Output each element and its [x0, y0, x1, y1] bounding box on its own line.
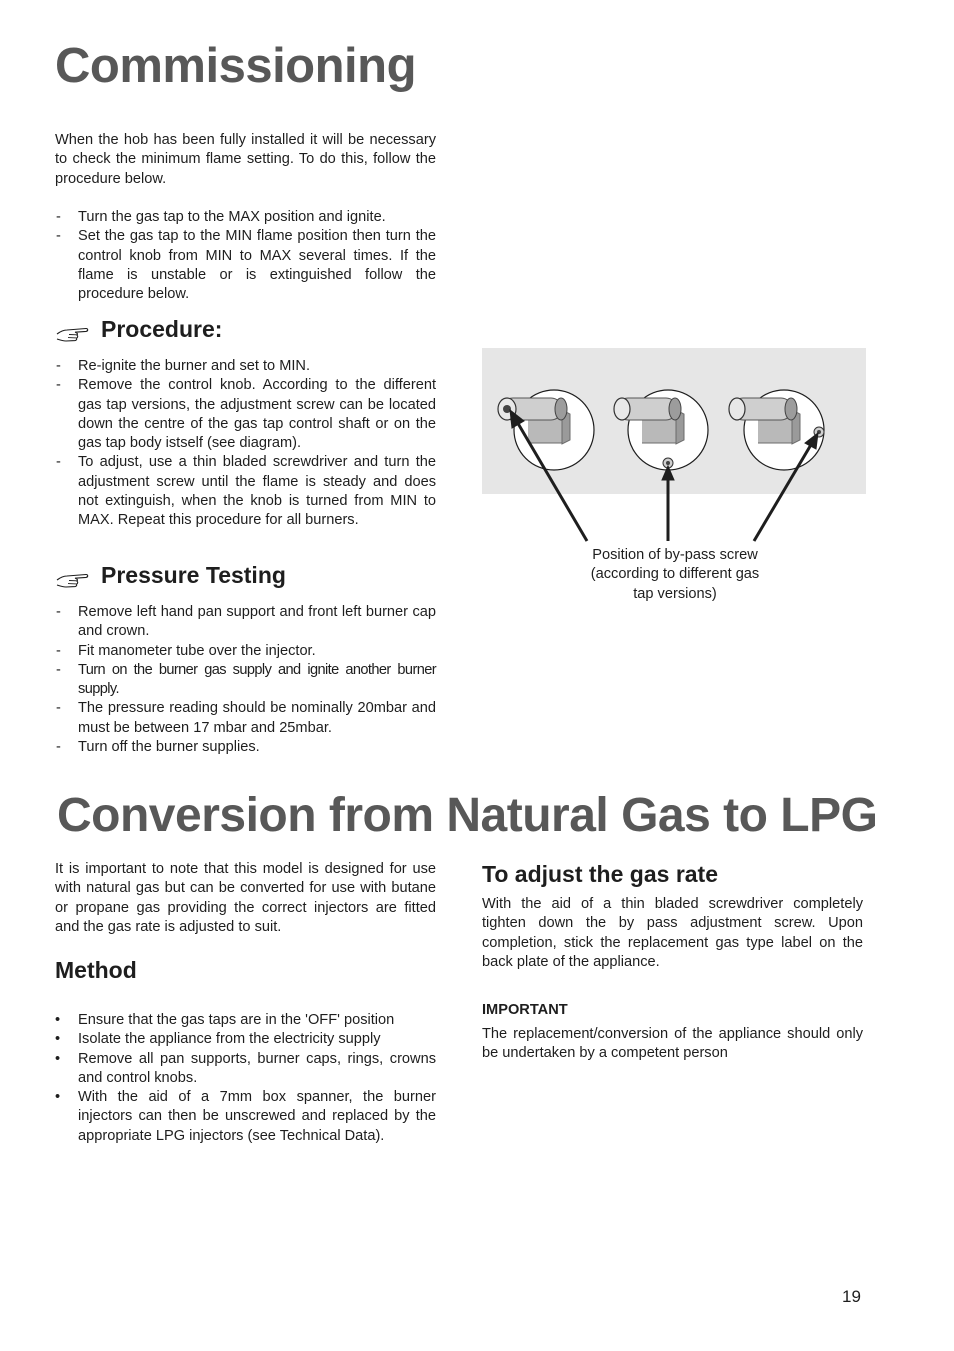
procedure-steps	[55, 357, 436, 531]
diagram-caption	[560, 546, 790, 604]
pressure-testing-title: Pressure Testing	[101, 562, 286, 588]
pressure-testing-steps	[55, 603, 436, 757]
page-number: 19	[842, 1287, 861, 1306]
bypass-screw-diagram	[482, 348, 866, 548]
method-heading: Method	[55, 957, 137, 983]
list-item: - Set the gas tap to the MIN flame position then turn the control knob from MIN to MAX several times. If the flame is unstable or is extinguished follow the procedure below.	[55, 227, 436, 304]
pointing-hand-icon	[55, 568, 91, 590]
list-item: - Remove the control knob. According to the different gas tap versions, the adjustment screw can be located down the centre of the gas tap control shaft or on the gas tap body istself (see diagram).	[55, 376, 436, 453]
adjust-gas-rate-text: With the aid of a thin bladed screwdriver completely tighten down the by pass adjustment screw. Upon completion, stick the replacement gas type label on the back plate of the appliance.	[482, 896, 863, 970]
method-steps	[55, 1011, 436, 1146]
list-item: - The pressure reading should be nominally 20mbar and must be between 17 mbar and 25mbar.	[55, 699, 436, 738]
commissioning-steps	[55, 208, 436, 304]
list-item: • Ensure that the gas taps are in the 'OFF' position	[55, 1011, 436, 1030]
list-item: - Remove left hand pan support and front left burner cap and crown.	[55, 603, 436, 642]
list-item: • Remove all pan supports, burner caps, rings, crowns and control knobs.	[55, 1050, 436, 1089]
procedure-title: Procedure:	[101, 316, 223, 342]
caption-line: Position of by-pass screw	[592, 547, 758, 563]
important-heading: IMPORTANT	[482, 1002, 568, 1018]
commissioning-intro: When the hob has been fully installed it will be necessary to check the minimum flame setting. To do this, follow the procedure below.	[55, 132, 436, 187]
list-item: - Re-ignite the burner and set to MIN.	[55, 357, 436, 376]
caption-line: tap versions)	[633, 585, 717, 602]
page-title: Commissioning	[55, 39, 417, 93]
list-item: - To adjust, use a thin bladed screwdriver and turn the adjustment screw until the flame is steady and does not extinguish, when the knob is turned from MIN to MAX. Repeat this procedure for all burners.	[55, 453, 436, 530]
list-item: - Turn off the burner supplies.	[55, 738, 436, 757]
conversion-intro: It is important to note that this model is designed for use with natural gas but can be converted for use with butane or propane gas providing the correct injectors are fitted and the gas rate is adjusted to suit.	[55, 861, 436, 935]
caption-line: (according to different gas	[590, 566, 760, 583]
list-item: - Turn on the burner gas supply and ignite another burner supply.	[55, 661, 436, 700]
list-item: - Fit manometer tube over the injector.	[55, 642, 436, 661]
adjust-gas-rate-heading: To adjust the gas rate	[482, 861, 719, 887]
list-item: • Isolate the appliance from the electricity supply	[55, 1030, 436, 1049]
list-item: • With the aid of a 7mm box spanner, the burner injectors can then be unscrewed and replaced by the appropriate LPG injectors (see Technical Data).	[55, 1088, 436, 1146]
list-item: - Turn the gas tap to the MAX position and ignite.	[55, 208, 436, 227]
important-text: The replacement/conversion of the appliance should only be undertaken by a competent person	[482, 1026, 863, 1062]
pointing-hand-icon	[55, 322, 91, 344]
conversion-title: Conversion from Natural Gas to LPG	[57, 789, 878, 842]
